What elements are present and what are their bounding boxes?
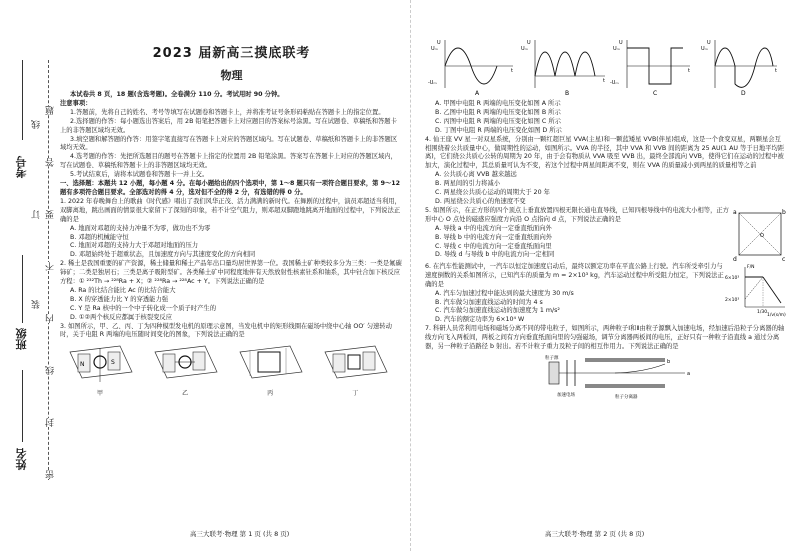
- wave-a-letter: A: [475, 90, 480, 96]
- graph6-y-top: 6×10³: [725, 275, 740, 281]
- q1-option-c: C. 地面对邓超的支持力大于邓超对地面的压力: [70, 242, 199, 250]
- fig7-accel: 加速电场: [557, 392, 575, 398]
- svg-text:a: a: [733, 208, 737, 216]
- left-page: [60, 0, 403, 551]
- seal-word: 要: [46, 210, 56, 219]
- graph6-y-bot: 2×10³: [725, 297, 740, 303]
- generator-label-ding: 丁: [352, 390, 359, 398]
- wire-square-diagram: [731, 207, 787, 263]
- generator-figure-ding: [315, 342, 395, 397]
- seal-word: 封: [46, 418, 56, 427]
- fig7-sep: 粒子分离器: [615, 394, 638, 400]
- exam-number-blank[interactable]: [22, 60, 23, 140]
- q5-block: [425, 207, 787, 263]
- wave-d-u: U: [707, 40, 711, 46]
- generator-figure-yi: [145, 342, 225, 397]
- name-blank[interactable]: [22, 370, 23, 442]
- binding-margin: [0, 0, 60, 551]
- q4-option-a: A. 公共质心离 VVB 越来越远: [435, 171, 517, 179]
- graph6-ylabel: F/N: [747, 264, 755, 270]
- generator-label-jia: 甲: [96, 390, 103, 398]
- binding-side-word: 线: [32, 120, 42, 129]
- voltage-waveforms: [425, 36, 785, 96]
- wave-c-um: Uₘ: [613, 46, 620, 52]
- footer-page-1: 高三大联考·物理 第 1 页 (共 8 页): [190, 530, 290, 538]
- q3-option-b: B. 乙图中电阻 R 两端的电压变化如图 B 所示: [435, 108, 561, 116]
- q5-option-d: D. 导线 d 与导线 b 中的电流方向一定相同: [435, 251, 555, 259]
- wave-b-um: Uₘ: [521, 46, 528, 52]
- footer-page-2: 高三大联考·物理 第 2 页 (共 8 页): [545, 530, 645, 538]
- notice-5: 5.考试结束后，请将本试题卷和答题卡一并上交。: [70, 171, 209, 179]
- seal-word: 内: [46, 314, 56, 323]
- question-6: 6. 在汽车性能测试中，一汽车以恒定加速度启动后，最终以额定功率在平直公路上行驶。汽车所受牵引力与速度倒数的关系如图所示，已知汽车的质量为 m = 2×10³ kg，汽车运动过程中所受阻力恒定，下列说法正确的是: [425, 262, 724, 288]
- q6-option-d: D. 汽车的额定功率为 6×10⁴ W: [435, 316, 525, 324]
- generator-label-yi: 乙: [182, 390, 189, 398]
- fig7-source: 粒子源: [545, 355, 559, 361]
- wave-a-u: U: [437, 40, 441, 46]
- voltage-graphs: [425, 36, 787, 100]
- class-blank[interactable]: [22, 255, 23, 323]
- question-3: 3. 如图所示，甲、乙、丙、丁为四种模型发电机的原理示意图，当发电机中的矩形线圈在磁场中绕中心轴 OO′ 匀速转动时，关于电阻 R 两端的电压随时间变化的图象，下列说法正确的是: [60, 322, 392, 339]
- question-7: 7. 科研人员常利用电场和磁场分离不同的带电粒子，如图所示，两种粒子Ⅰ和Ⅱ由粒子源飘入加速电场，经加速后沿粒子分离器的轴线方向飞入两板间，两板之间有方向垂直纸面向里的匀强磁场，调节分离器两板间的电压，正好只有一种粒子沿直线 a 通过分离器，另一种粒子沿路径 b 射出。若不计粒子重力及粒子间的相互作用力。下列说法正确的是: [425, 325, 785, 351]
- notice-1: 1.答题前，先将自己的姓名、考号等填写在试题卷和答题卡上，并将准考证号条形码粘贴在答题卡上的指定位置。: [70, 108, 385, 116]
- q6-option-a: A. 汽车匀加速过程中能达到的最大速度为 30 m/s: [435, 289, 574, 297]
- waveform-d: [701, 40, 777, 96]
- question-4: 4. 仙王座 VV 星一对双星系统，分别由一颗红超巨星 VVA(主星)和一颗蓝矮星 VVB(伴星)组成，这是一个食变双星，两颗星会互相围绕着公共质量中心，做周期性的运动，如图所示。VVA 的半径，其中 VVA 和 VVB 间的距离为 25 AU(1 AU 等于日地平均距离)，它们绕公共质心公转的周期为 20 年，由于会有物质从 VVA 吸至 VVB 出，最终全部流向 VVB，使得它们在运动的过程中被加大，演化过程中，其总质量可认为不变，若这个过程中两星间距离不变，则在 VVA 的质量减小到两星的质量相等之前: [425, 135, 785, 170]
- wave-b-u: U: [527, 40, 531, 46]
- wave-b-letter: B: [565, 90, 570, 96]
- generator-figure-jia: [60, 342, 140, 397]
- svg-text:b: b: [782, 208, 786, 216]
- exam-title: 2023 届新高三摸底联考: [152, 46, 311, 61]
- exam-intro: 本试卷共 8 页，18 题(含选考题)。全卷满分 110 分。考试用时 90 分钟。: [70, 91, 284, 98]
- binding-side-word: 装: [32, 300, 42, 309]
- q3-option-c: C. 丙图中电阻 R 两端的电压变化如图 C 所示: [435, 117, 561, 125]
- graph6-xlabel: 1/v(s/m): [767, 312, 786, 317]
- seal-word: 不: [46, 262, 56, 271]
- generator-bing-diagram: [230, 342, 310, 386]
- q1-option-d: D. 邓超始终处于超重状态，且加速度方向与其速度变化的方向相同: [70, 251, 256, 259]
- wave-b-t: t: [603, 78, 605, 84]
- q4-option-d: D. 两星绕公共质心的角速度不变: [435, 197, 526, 205]
- seal-word: 题: [46, 106, 56, 115]
- seal-word: 线: [46, 366, 56, 375]
- wave-d-t: t: [775, 68, 777, 74]
- q6-block: [425, 263, 787, 325]
- graph6-x-mark: 1/30: [757, 309, 768, 315]
- subject-title: 物理: [220, 69, 243, 82]
- exam-number-label: 考号: [15, 156, 28, 178]
- name-label: 姓名: [15, 448, 28, 470]
- wave-c-t: t: [688, 68, 690, 74]
- generator-yi-diagram: [145, 342, 225, 386]
- waveform-a: [428, 40, 513, 96]
- waveform-c: [610, 40, 690, 96]
- wave-c-u: U: [619, 40, 623, 46]
- q3-option-a: A. 甲图中电阻 R 两端的电压变化如图 A 所示: [435, 100, 561, 107]
- generator-figure-bing: [230, 342, 310, 397]
- wave-c-neg: -Uₘ: [610, 80, 619, 86]
- notice-2: 2.选择题的作答：每小题选出答案后，用 2B 铅笔把答题卡上对应题目的答案标号涂黑。写在试题卷、草稿纸和答题卡上的非答题区域均无效。: [60, 117, 397, 134]
- notice-title: 注意事项：: [60, 99, 92, 107]
- wave-d-letter: D: [741, 90, 746, 96]
- question-1: 1. 2022 年春晚舞台上的歌曲《时代感》唱出了我们风华正茂、活力满满的新时代。在舞剧的过程中，演员邓超适当利用，双脚离地，跳出画面的情景很大家留下了深刻的印象，若不计空气阻力，则邓超双脚蹬地跳离开地面的过程中，下列说法正确的是: [60, 197, 401, 223]
- q1-option-b: B. 邓超的机械能守恒: [70, 233, 129, 241]
- right-page: [425, 0, 787, 551]
- generator-figures: [60, 342, 403, 397]
- wave-a-um: Uₘ: [431, 46, 438, 52]
- wave-c-letter: C: [653, 90, 658, 96]
- q3-option-d: D. 丁图中电阻 R 两端的电压变化如图 D 所示: [435, 126, 562, 134]
- q2-option-a: A. Ra 的比结合能比 Ac 的比结合能大: [70, 286, 176, 294]
- waveform-b: [521, 40, 605, 96]
- notice-3: 3.填空题和解答题的作答：用签字笔直接写在答题卡上对应的答题区域内。写在试题卷、草稿纸和答题卡上的非答题区域均无效。: [60, 135, 398, 152]
- wave-a-t: t: [511, 68, 513, 74]
- binding-side-word: 订: [32, 210, 42, 219]
- particle-separator-diagram: [545, 352, 695, 404]
- svg-text:N: N: [80, 361, 85, 369]
- generator-label-bing: 丙: [267, 390, 274, 398]
- q6-option-b: B. 汽车做匀加速直线运动的时间为 4 s: [435, 298, 543, 306]
- q5-option-b: B. 导线 b 中的电流方向一定垂直纸面向外: [435, 233, 553, 241]
- svg-text:d: d: [733, 255, 737, 263]
- wave-a-neg: -Uₘ: [428, 80, 437, 86]
- class-label: 班级: [15, 328, 28, 350]
- svg-text:c: c: [782, 255, 786, 263]
- q2-option-d: D. ①②两个核反应都属于核裂变反应: [70, 313, 173, 321]
- force-velocity-graph: [725, 263, 787, 317]
- q2-option-b: B. X 的穿透能力比 Y 的穿透能力强: [70, 295, 169, 303]
- question-5: 5. 如图所示，在正方形的四个顶点上垂直放置四根无限长通电直导线，已知四根导线中的电流大小相等，正方形中心 O 点处的磁感应强度方向沿 O 点指向 d 点，下列说法正确的是: [425, 206, 729, 223]
- q4-option-b: B. 两星间的引力将减小: [435, 180, 500, 188]
- q6-option-c: C. 汽车做匀加速直线运动的加速度为 1 m/s²: [435, 307, 560, 315]
- q5-option-c: C. 导线 c 中的电流方向一定垂直纸面向里: [435, 242, 552, 250]
- q1-option-a: A. 地面对邓超的支持力冲量不为零，做功也不为零: [70, 224, 211, 232]
- seal-word: 密: [46, 470, 56, 479]
- q4-option-c: C. 两星绕公共质心运动的周期大于 20 年: [435, 189, 550, 197]
- q5-option-a: A. 导线 a 中的电流方向一定垂直纸面向外: [435, 224, 552, 232]
- fig7-a: a: [687, 370, 691, 377]
- question-2: 2. 稀土是我国重要的矿产资源，稀土储量和稀土产品年出口量均居世界第一位。我国稀土矿种类较多分为三类：一类是氟碳铈矿；二类是独居石；三类是离子吸附型矿。各类稀土矿中同程度地伴有天然放射性核素钍系和铀系，其中钍合加下核反应方程：① ²³²Th → ²²⁸Ra + X；② ²²⁸Ra → ²²⁸Ac + Y。下列说法正确的是: [60, 260, 402, 286]
- q2-option-c: C. Y 是 Ra 核中的一个中子转化成一个质子时产生的: [70, 304, 216, 312]
- notice-4: 4.选考题的作答：先把所选题目的题号在答题卡上指定的位置用 2B 铅笔涂黑。答案写在答题卡上对应的答题区域内，写在试题卷、草稿纸和答题卡上的非答题区域均无效。: [60, 153, 397, 170]
- fig7-b: b: [667, 358, 671, 365]
- svg-text:O: O: [760, 232, 764, 239]
- section-1-heading: 一、选择题：本题共 12 小题，每小题 4 分。在每小题给出的四个选项中，第 1～8 题只有一项符合题目要求，第 9～12 题有多项符合题目要求。全部选对的得 4 分，选对但不全的得 2 分，有选错的得 0 分。: [60, 180, 401, 196]
- svg-text:S: S: [111, 359, 115, 367]
- wave-d-um: Uₘ: [701, 46, 708, 52]
- generator-jia-diagram: [60, 342, 140, 386]
- page-divider: [410, 0, 411, 551]
- generator-ding-diagram: [315, 342, 395, 386]
- seal-word: 答: [46, 158, 56, 167]
